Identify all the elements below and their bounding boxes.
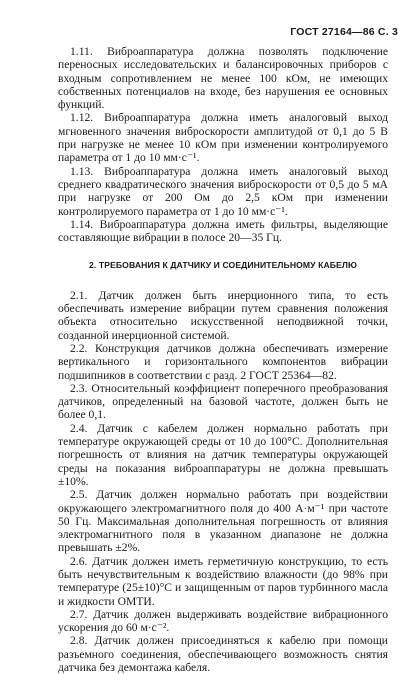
clause-2-8: 2.8. Датчик должен присоединяться к кабелю при помощи разъемного соединения, обеспечивающего возможность снятия датчика без демонтажа кабеля. (58, 634, 388, 674)
clause-2-6: 2.6. Датчик должен иметь герметичную конструкцию, то есть быть нечувствительным к воздействию влажности (до 98% при температуре (25±10)°С и защищенным от паров турбинного масла и жидкости ОМТИ. (58, 554, 388, 608)
clause-2-4: 2.4. Датчик с кабелем должен нормально работать при температуре окружающей среды от 10 до 100°С. Дополнительная погрешность от влияния на датчик температуры окружающей среды на показания виброаппаратуры не должна превышать ±10%. (58, 421, 388, 488)
clause-2-5: 2.5. Датчик должен нормально работать при воздействии окружающего электромагнитного поля до 400 А·м⁻¹ при частоте 50 Гц. Максимальная дополнительная погрешность от влияния электромагнитного поля в указанном диапазоне не должна превышать ±2%. (58, 488, 388, 555)
clause-1-12: 1.12. Виброаппаратура должна иметь аналоговый выход мгновенного значения виброскорости амплитудой от 0,1 до 5 В при нагрузке не менее 10 кОм при изменении контролируемого параметра от 1 до 10 мм·с⁻¹. (58, 111, 388, 165)
clause-1-14: 1.14. Виброаппаратура должна иметь фильтры, выделяющие составляющие вибрации в полосе 20—35 Гц. (58, 217, 388, 245)
section-2-heading: 2. ТРЕБОВАНИЯ К ДАТЧИКУ И СОЕДИНИТЕЛЬНОМУ КАБЕЛЮ (89, 260, 357, 271)
clause-2-3: 2.3. Относительный коэффициент поперечного преобразования датчиков, определенный на базовой частоте, должен быть не более 0,1. (58, 381, 388, 422)
clause-1-13: 1.13. Виброаппаратура должна иметь аналоговый выход среднего квадратического значения виброскорости от 0,5 до 5 мА при нагрузке от 200 Ом до 2,5 кОм при изменении контролируемого параметра от 1 до 10 мм·с⁻¹. (58, 164, 388, 218)
document-body (58, 45, 388, 674)
clause-2-2: 2.2. Конструкция датчиков должна обеспечивать измерение вертикального и горизонтального компонентов вибрации подшипников в соответствии с разд. 2 ГОСТ 25364—82. (58, 341, 388, 382)
clause-1-11: 1.11. Виброаппаратура должна позволять подключение переносных исследовательских и балансировочных приборов с входным сопротивлением не менее 100 кОм, не имеющих собственных потенциалов на входе, без нарушения ее основных функций. (58, 45, 388, 112)
page-header: ГОСТ 27164—86 С. 3 (290, 26, 398, 38)
clause-2-7: 2.7. Датчик должен выдерживать воздействие вибрационного ускорения до 60 м·с⁻². (58, 607, 388, 635)
clause-2-1: 2.1. Датчик должен быть инерционного типа, то есть обеспечивать измерение вибрации путем сравнения положения объекта относительно искусственной неподвижной точки, созданной инерционной системой. (58, 288, 388, 342)
